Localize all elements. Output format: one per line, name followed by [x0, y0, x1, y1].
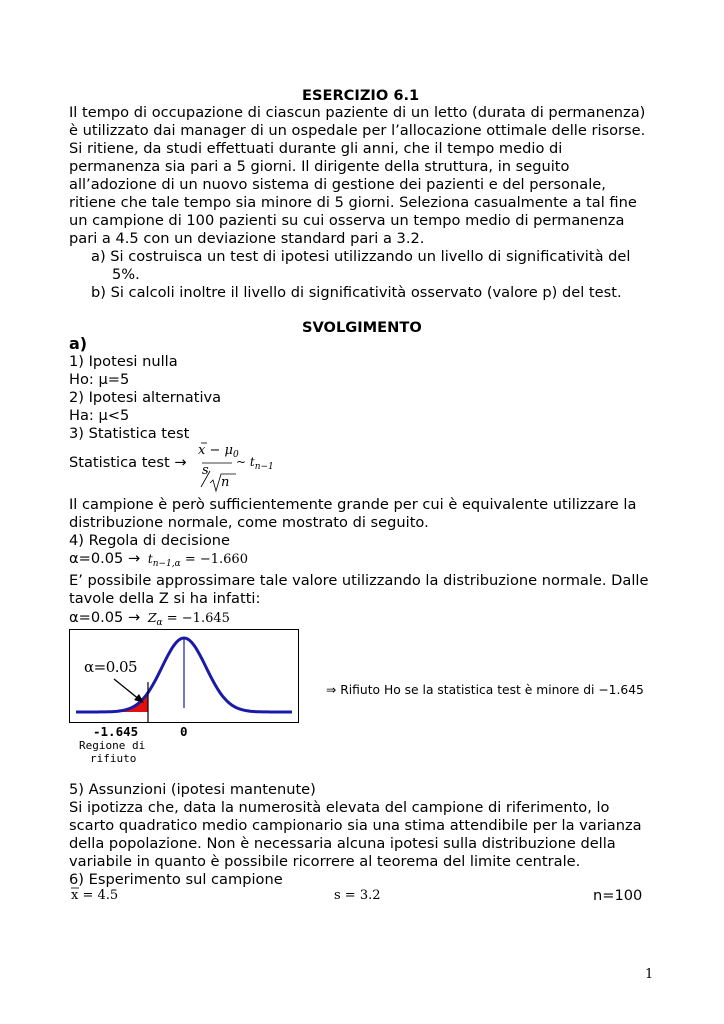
part-a-heading: a) [69, 334, 88, 353]
question-b: b) Si calcoli inoltre il livello di significatività osservato (valore p) del test. [91, 284, 622, 301]
step-5: 5) Assunzioni (ipotesi mantenute) [69, 781, 316, 798]
step-4: 4) Regola di decisione [69, 532, 231, 549]
para2-line: Il campione è però sufficientemente grande per cui è equivalente utilizzare la [69, 496, 637, 513]
intro-line: un campione di 100 pazienti su cui osserva un tempo medio di permanenza [69, 212, 625, 229]
intro-line: pari a 4.5 con un deviazione standard pari a 3.2. [69, 230, 425, 247]
zero-label: 0 [180, 724, 188, 739]
intro-line: ritiene che tale tempo sia minore di 5 giorni. Seleziona casualmente a tal fine [69, 194, 637, 211]
question-a: a) Si costruisca un test di ipotesi utilizzando un livello di significatività del [91, 248, 631, 265]
decision-rule-note: ⇒ Rifiuto Ho se la statistica test è minore di −1.645 [326, 683, 644, 697]
formula-numerator: $x - \mu_0$ [198, 443, 239, 460]
alpha-t-line: $\alpha=0.05 \to t_{n-1,\alpha} = -1.660$ [69, 550, 248, 569]
alpha-z-line: $\alpha=0.05 \to Z_\alpha = -1.645$ [69, 609, 230, 628]
alternative-hypothesis: Ha: μ<5 [69, 407, 130, 424]
svolgimento-heading: SVOLGIMENTO [302, 319, 422, 336]
intro-line: Si ritiene, da studi effettuati durante gli anni, che il tempo medio di [69, 140, 563, 157]
para4-line: variabile in quanto è possibile ricorrere al teorema del limite centrale. [69, 853, 581, 870]
step-6: 6) Esperimento sul campione [69, 871, 283, 888]
step-1: 1) Ipotesi nulla [69, 353, 178, 370]
intro-line: Il tempo di occupazione di ciascun paziente di un letto (durata di permanenza) [69, 104, 646, 121]
step-2: 2) Ipotesi alternativa [69, 389, 222, 406]
page-number: 1 [645, 967, 654, 982]
intro-line: è utilizzato dai manager di un ospedale per l’allocazione ottimale delle risorse. [69, 122, 646, 139]
para3-line: tavole della Z si ha infatti: [69, 590, 261, 607]
critical-value-label: -1.645 [93, 724, 139, 739]
statistic-label: Statistica test → [69, 454, 187, 471]
sample-std: s = 3.2 [334, 888, 381, 903]
para4-line: scarto quadratico medio campionario sia una stima attendibile per la varianza [69, 817, 642, 834]
para4-line: Si ipotizza che, data la numerosità elevata del campione di riferimento, lo [69, 799, 610, 816]
question-a-cont: 5%. [112, 266, 140, 283]
bell-curve-graphic [70, 630, 298, 722]
rejection-region-label: Regione di [79, 739, 146, 752]
formula-s: s [202, 463, 209, 478]
arrow-shaft [114, 679, 140, 700]
null-hypothesis: Ho: μ=5 [69, 371, 130, 388]
para4-line: della popolazione. Non è necessaria alcuna ipotesi sulla distribuzione della [69, 835, 616, 852]
sample-mean: x = 4.5 [71, 888, 119, 903]
para3-line: E’ possibile approssimare tale valore utilizzando la distribuzione normale. Dalle [69, 572, 649, 589]
step-3: 3) Statistica test [69, 425, 190, 442]
intro-line: all’adozione di un nuovo sistema di gestione dei pazienti e del personale, [69, 176, 606, 193]
formula-distribution: ~ $t_{n-1}$ [236, 455, 274, 472]
normal-distribution-figure [69, 629, 299, 723]
alpha-label: α=0.05 [84, 658, 138, 676]
sample-size: n=100 [593, 887, 643, 904]
para2-line: distribuzione normale, come mostrato di seguito. [69, 514, 429, 531]
xbar-overline [71, 887, 81, 891]
intro-line: permanenza sia pari a 5 giorni. Il dirigente della struttura, in seguito [69, 158, 570, 175]
exercise-title: ESERCIZIO 6.1 [302, 87, 420, 104]
rejection-region-label-2: rifiuto [90, 752, 137, 765]
formula-n: n [221, 475, 230, 490]
